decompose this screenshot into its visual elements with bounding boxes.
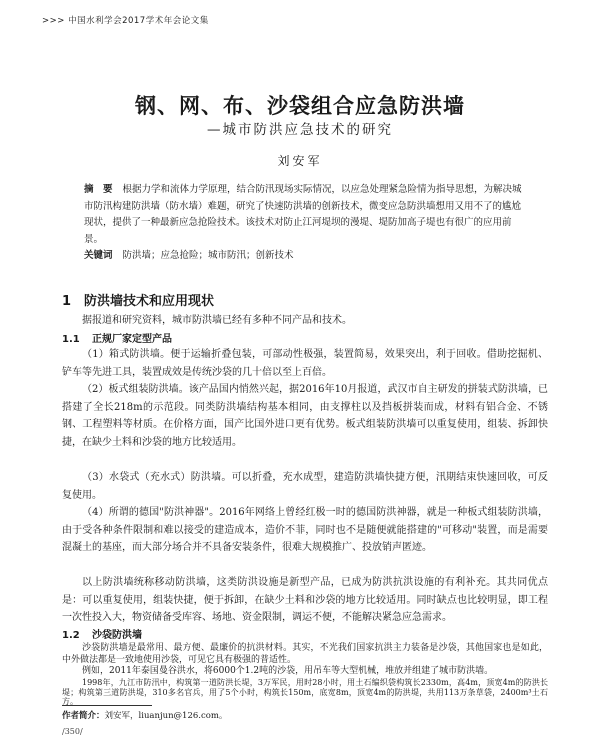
paragraph-2: （2）板式组装防洪墙。该产品国内悄然兴起，据2016年10月报道，武汉市自主研发的拼装式防洪墙，已搭建了全长218m的示范段。同类防洪墙结构基本相同，由支撑柱以及挡板拼装而成，材料有铝合金、不锈钢、工程塑料等材质。在价格方面，国产比国外进口更有优势。板式组装防洪墙可以重复使用，组装、拆卸快捷，在缺少土料和沙袋的地方比较适用。 (62, 384, 548, 448)
subsection-number: 1.1 (62, 334, 80, 345)
paragraph-7: 例如，2011年泰国曼谷洪水，将6000个1.2吨的沙袋，用吊车等大型机械，堆放并组建了城市防洪墙。 (82, 666, 494, 676)
subsection-title: 正规厂家定型产品 (92, 334, 172, 345)
paper-title: 钢、网、布、沙袋组合应急防洪墙 (135, 94, 465, 118)
keywords (84, 247, 524, 261)
paragraph-1: （1）箱式防洪墙。便于运输折叠包装，可部动性极强，装置简易，效果突出，利于回收。借助挖掘机、铲车等先进工具，装置成效是传统沙袋的几十倍以至上百倍。 (62, 349, 548, 378)
footnote-text: 刘安军，liuanjun@126.com。 (104, 711, 228, 721)
paper-subtitle: —城市防洪应急技术的研究 (207, 122, 393, 138)
paragraph-8: 1998年，九江市防汛中，构筑第一道防洪长堤，3万军民，用时28小时，用土石编织袋构筑长2330m，高4m，顶宽4m的防洪长堤；构筑第三道防洪堤，310多名官兵，用了5个小时，构筑长150m，底宽8m，顶宽4m的防洪堤，共用113万条草袋，2400m³土石方。 (62, 678, 548, 706)
subsection-heading-1-2 (62, 626, 142, 641)
page-number: /350/ (62, 727, 83, 736)
section-title: 防洪墙技术和应用现状 (84, 294, 215, 309)
paragraph-3: （3）水袋式（充水式）防洪墙。可以折叠，充水成型，建造防洪墙快捷方便，汛期结束快速回收，可反复使用。 (62, 472, 548, 501)
section-heading-1 (62, 290, 214, 309)
footnote (62, 709, 227, 721)
abstract (84, 182, 524, 248)
paragraph-intro: 据报道和研究资料，城市防洪墙已经有多种不同产品和技术。 (82, 315, 352, 326)
abstract-label: 摘 要 (84, 184, 113, 195)
paragraph-5: 以上防洪墙统称移动防洪墙，这类防洪设施是新型产品，已成为防洪抗洪设施的有利补充。其共同优点是：可以重复使用，组装快捷，便于拆卸，在缺少土料和沙袋的地方比较适用。同时缺点也比较明显，即工程一次性投入大，物资储备受库容、场地、资金限制，调运不便，不能解决紧急应急需求。 (62, 577, 548, 623)
subsection-number: 1.2 (62, 630, 80, 641)
section-number: 1 (62, 294, 72, 309)
author-name: 刘安军 (277, 154, 323, 168)
abstract-text: 根据力学和流体力学原理，结合防汛现场实际情况，以应急处理紧急险情为指导思想，为解决城市防汛构建防洪墙（防水墙）难题，研究了快速防洪墙的创新技术，微变应急防洪墙想用又用不了的尴尬现状，提供了一种最新应急抢险技术。该技术对防止江河堤坝的漫堤、堤防加高子堤也有很广的应用前景。 (84, 184, 522, 245)
paragraph-4: （4）所谓的德国"防洪神器"。2016年网络上曾经红极一时的德国防洪神器，就是一种板式组装防洪墙，由于受各种条件限制和难以接受的建造成本，造价不菲，同时也不是随便就能搭建的"可移动"装置，而是需要混凝土的基座，而大部分场合并不具备安装条件，很难大规模推广、投放销声匿迹。 (62, 507, 548, 553)
keywords-label: 关键词 (84, 250, 113, 261)
subsection-heading-1-1 (62, 330, 172, 345)
keywords-text: 防洪墙；应急抢险；城市防汛；创新技术 (122, 250, 294, 261)
subsection-title: 沙袋防洪墙 (92, 630, 142, 641)
footnote-label: 作者简介： (62, 711, 105, 721)
paragraph-6: 沙袋防洪墙是最常用、最方便、最廉价的抗洪材料。其实，不光我们国家抗洪主力装备是沙袋，其他国家也是如此，中外做法都是一致地使用沙袋，可见它具有极强的普适性。 (62, 643, 548, 665)
footnote-rule (62, 705, 152, 706)
running-header: >>> 中国水利学会2017学术年会论文集 (42, 16, 209, 26)
